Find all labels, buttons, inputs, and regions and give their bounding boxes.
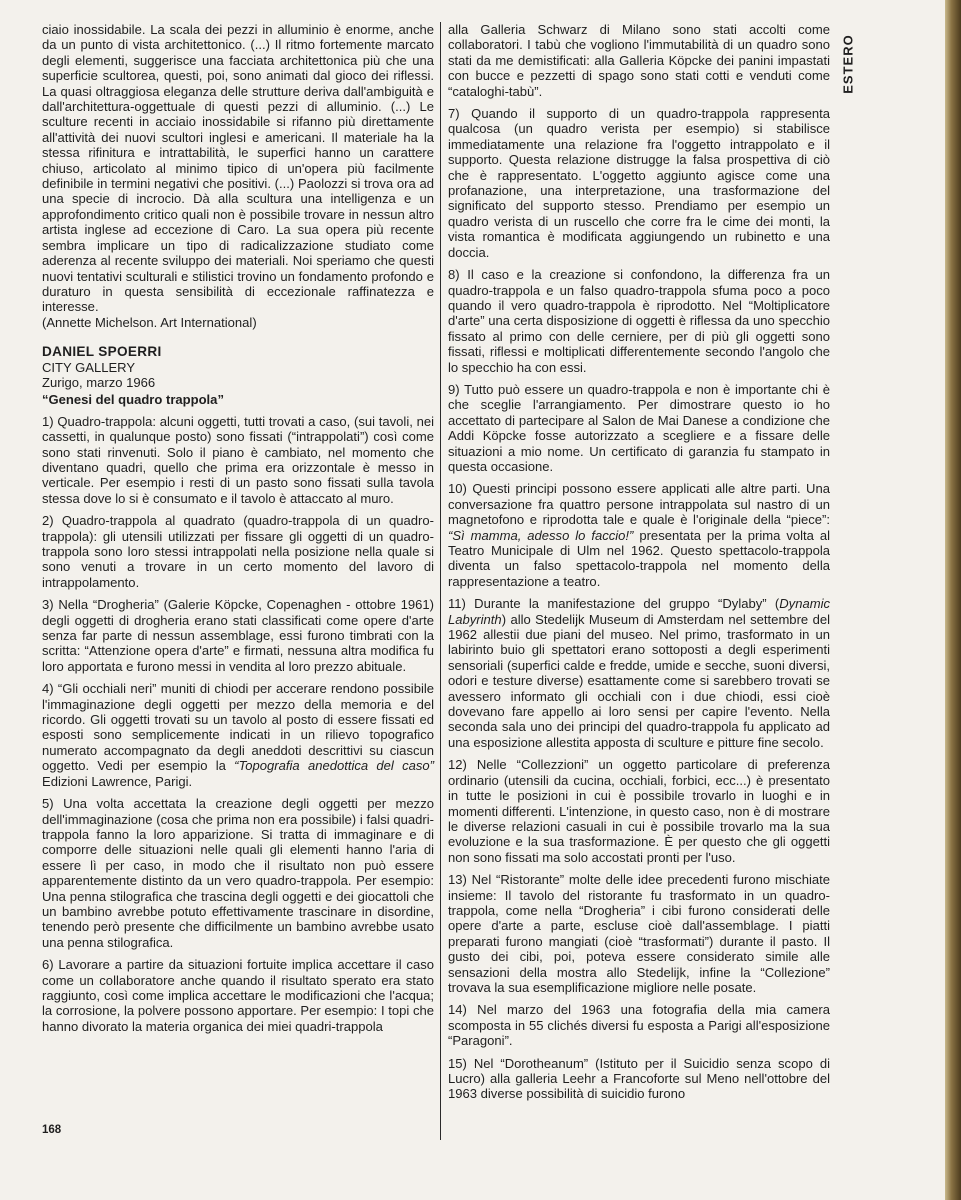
artist-name: DANIEL SPOERRI [42, 344, 162, 360]
paragraph-8: 8) Il caso e la creazione si confondono, la differenza fra un quadro-trappola e un falso quadro-trappola sfuma poco a poco quando il vero quadro-trappola è riprodotto. Nel “Moltiplicatore d'arte” una certa disposizione di oggetti è riflessa da uno specchio fissato al primo con delle cerniere, per di più gli oggetti sono fissati, riflessi e moltiplicati differentemente secondo l'angolo che lo specchio ha con essi. [448, 267, 830, 375]
paragraph-5: 5) Una volta accettata la creazione degli oggetti per mezzo dell'immaginazione (cosa che prima non era possibile) i falsi quadri-trappola fanno la loro apparizione. Si tratta di immaginare e di comporre delle situazioni nelle quali gli elementi hanno l'aria di essere lì per caso, in modo che il risultato non può essere apparentemente distinto da un vero quadro-trappola. Per esempio: Una penna stilografica che trascina degli oggetti e dei giocattoli che un bambino avrebbe potuto effettivamente trascinare in disordine, tenendo però presente che difficilmente un bambino avrebbe usato una penna stilografica. [42, 796, 434, 950]
column-divider [440, 22, 441, 1140]
paragraph-2: 2) Quadro-trappola al quadrato (quadro-trappola di un quadro-trappola): gli utensili utilizzati per fissare gli oggetti di un quadro-trappola sono loro stessi intrappolati nella posizione nella quale si sono venuti a trovare in un certo momento del lavoro di intrappolamento. [42, 513, 434, 590]
paragraph-12: 12) Nelle “Collezzioni” un oggetto particolare di preferenza ordinario (utensili da cucina, occhiali, forbici, ecc...) è presentato in tutte le posizioni in cui è possibile trovarlo in luoghi e in momenti differenti. L'intenzione, in questo caso, non è di mostrare le diverse relazioni casuali in cui è possibile trovarlo ma la sua evoluzione e la sua trasformazione. È per questo che gli oggetti non sono fissati ma solo accostati pronti per l'uso. [448, 757, 830, 865]
paragraph-11-end: ) allo Stedelijk Museum di Amsterdam nel settembre del 1962 allestii due piani del museo. Nel primo, trasformato in un labirinto buio gli spettatori erano sottoposti a degli esperimenti sensoriali (superfici calde e fredde, umide e secche, suoni diversi, odori e testure diverse) esattamente come si sarebbero trovati se avessero informato gli occhiali con i due chiodi, essi cioè dovevano fare appello ai loro sensi per capire l'evento. Nella seconda sala uno dei principi del quadro-trappola fu applicato ad una esposizione allestita apposta di sculture e pitture fine secolo. [448, 611, 830, 750]
paragraph-9: 9) Tutto può essere un quadro-trappola e non è importante chi è che sceglie l'arrangiamento. Per dimostrare questo io ho accettato di partecipare al Salon de Mai Danese a condizione che Addi Köpcke fosse autorizzato a scegliere e a fissare delle situazioni a mio nome. Un certificato di garanzia fu stampato in questa occasione. [448, 381, 830, 474]
paragraph-6: 6) Lavorare a partire da situazioni fortuite implica accettare il caso come un collaboratore anche quando il risultato sperato era stato raggiunto, così come implica accettare le modificazioni che l'acqua; la corrosione, la polvere possono apportare. Per esempio: I topi che hanno divorato la materia organica dei miei quadri-trappola [42, 957, 434, 1034]
gallery-name: CITY GALLERY [42, 359, 136, 375]
paragraph-1: 1) Quadro-trappola: alcuni oggetti, tutti trovati a caso, (sui tavoli, nei cassetti, in qualunque posto) sono fissati (“intrappolati”) così come sono stati rinvenuti. Solo il piano è cambiato, nel momento che diventano quadri, quello che prima era orizzontale è messo in verticale. Per esempio i resti di un pasto sono fissati sulla tavola stessa dove lo si è consumato e il tavolo è attaccato al muro. [42, 413, 434, 506]
section-label-text: ESTERO [840, 34, 856, 94]
book-spine [945, 0, 961, 1200]
page-number: 168 [42, 1124, 62, 1136]
paragraph-10-end: presentata per la prima volta al Teatro Municipale di Ulm nel 1962. Questo spettacolo-trappola diventa un falso spettacolo-trappola nel momento della rappresentazione a teatro. [448, 527, 830, 589]
book-title: “Topografia anedottica del caso” [234, 758, 434, 774]
paragraph-13: 13) Nel “Ristorante” molte delle idee precedenti furono mischiate insieme: Il tavolo del ristorante fu trasformato in un quadro-trappola, come nella “Drogheria” i cibi furono considerati delle opere d'arte a parte, escluse cioè dall'assemblage. I piatti preparati furono mangiati (cioè “trasformati”) durante il pasto. Il gusto dei cibi, poi, poteva essere considerato simile alle sensazioni della mostra allo Stedelijk, infine la “Collezione” trovava la sua esemplificazione migliore nelle posate. [448, 872, 830, 995]
paragraph-4-end: Edizioni Lawrence, Parigi. [42, 773, 193, 789]
intro-paragraph: ciaio inossidabile. La scala dei pezzi in alluminio è enorme, anche da un punto di vista architettonico. (...) Il ritmo fortemente marcato degli elementi, suggerisce una facciata architettonica più che una superficie scultorea, questi, poi, sono animati dal gioco dei riflessi. La quasi oltraggiosa eleganza delle strutture deriva dall'ambiguità e dall'architettura-oggettuale di questi pezzi di alluminio. (...) Le sculture recenti in acciaio inossidabile si rifanno più direttamente all'attività dei nuovi scultori inglesi e americani. Il materiale ha la stessa rifinitura e intrattabilità, le superfici hanno un carattere chiuso, articolato al minimo tipico di un'opera più facilmente definibile in termini negativi che positivi. (...) Paolozzi si trova ora ad una specie di incrocio. Dà alla scultura una intelligenza e un approfondimento critico quali non è possibile trovare in nessun altro artista inglese ad eccezione di Caro. La sua opera più recente sembra implicare un tipo di radicalizzazione studiato come aderenza al recente sviluppo dei materiali. Noi speriamo che questi nuovi tentativi sculturali e stilistici trovino un fondamento profondo e duraturo in questa sensibilità di eccezionale raffinatezza e interesse. [42, 22, 434, 315]
paragraph-7: 7) Quando il supporto di un quadro-trappola rappresenta qualcosa (un quadro verista per esempio) si stabilisce immediatamente una relazione fra l'oggetto intrappolato e il supporto. Questa relazione distrugge la falsa prospettiva di ciò che è rappresentato. L'oggetto aggiunto agisce come una profanazione, una interpretazione, una trasformazione del significato del supporto stesso. Prendiamo per esempio un quadro verista di un ruscello che corre fra le cime dei monti, la vista romantica è modificata aggiungendo un rubinetto e una doccia. [448, 106, 830, 260]
paragraph-6-continued: alla Galleria Schwarz di Milano sono stati accolti come collaboratori. I tabù che vogliono l'immutabilità di un quadro sono stati da me demistificati: alla Galleria Köpcke dei panini impastati con bucce e pezzetti di spago sono stati cotti e venduti come “cataloghi-tabù”. [448, 22, 830, 99]
paragraph-15: 15) Nel “Dorotheanum” (Istituto per il Suicidio senza scopo di Lucro) alla galleria Leehr a Francoforte sul Meno nell'ottobre del 1963 diverse possibilità di suicidio furono [448, 1055, 830, 1102]
paragraph-3: 3) Nella “Drogheria” (Galerie Köpcke, Copenaghen - ottobre 1961) degli oggetti di drogheria erano stati classificati come opere d'arte senza far parte di nessun assemblage, essi furono timbrati con la scritta: “Attenzione opera d'arte” e firmati, nessuna altra modifica fu loro apportata e furono messi in vendita al loro prezzo abituale. [42, 597, 434, 674]
paragraph-11 [448, 596, 830, 750]
paragraph-14: 14) Nel marzo del 1963 una fotografia della mia camera scomposta in 55 clichés diversi fu esposta a Parigi all'esposizione “Paragoni”. [448, 1002, 830, 1049]
paragraph-4-text: 4) “Gli occhiali neri” muniti di chiodi per accerare rendono possibile l'immaginazione degli oggetti per mezzo della memoria e del ricordo. Gli oggetti trovati su un tavolo al posto di essere fissati ed esposti sono semplicemente indicati in un rilievo topografico numerato accompagnato da degli aneddoti descrittivi su ciascun oggetto. Vedi per esempio la [42, 681, 434, 774]
paragraph-11-text: 11) Durante la manifestazione del gruppo “Dylaby” ( [448, 596, 780, 612]
article-subtitle: “Genesi del quadro trappola” [42, 392, 224, 408]
section-label [836, 26, 860, 102]
exhibition-title: Dynamic Labyrinth [448, 596, 830, 627]
paragraph-10 [448, 481, 830, 589]
paragraph-4 [42, 681, 434, 789]
left-column [42, 22, 434, 1041]
credit-line: (Annette Michelson. Art International) [42, 314, 257, 330]
right-column [448, 22, 830, 1109]
piece-title: “Sì mamma, adesso lo faccio!” [448, 527, 634, 543]
place-date: Zurigo, marzo 1966 [42, 374, 156, 390]
paragraph-10-text: 10) Questi principi possono essere applicati alle altre parti. Una conversazione fra quattro persone intrappolata sul nastro di un magnetofono e riprodotta tale e quale è l'originale della “piece”: [448, 481, 830, 528]
